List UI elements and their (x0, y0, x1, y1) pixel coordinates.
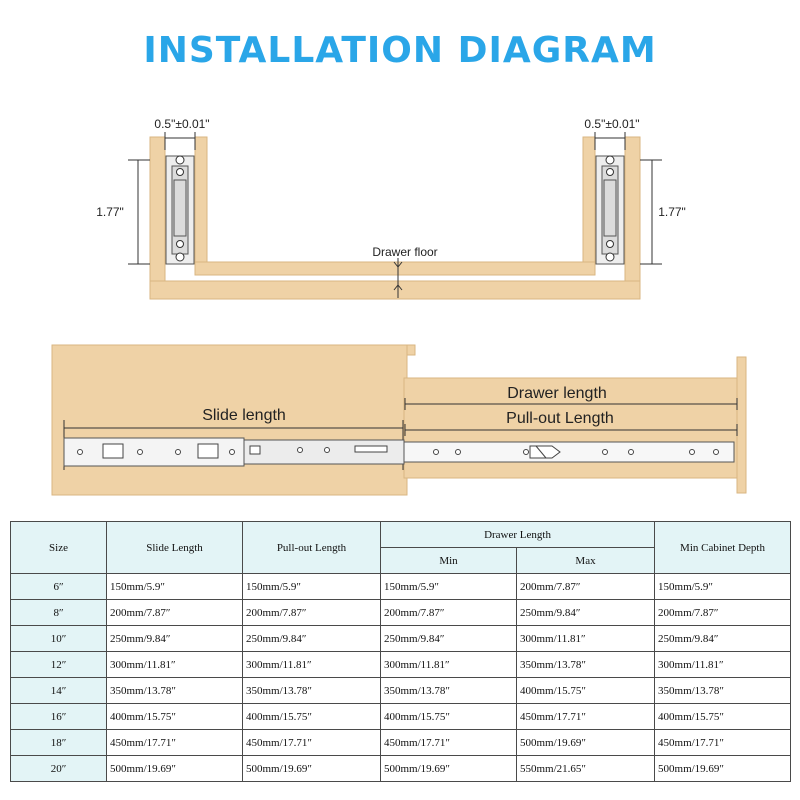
cell-min: 200mm/7.87″ (381, 600, 517, 626)
cell-max: 350mm/13.78″ (517, 652, 655, 678)
cell-pullout: 300mm/11.81″ (243, 652, 381, 678)
specification-table (10, 521, 791, 782)
table-row (11, 756, 791, 782)
cell-slide: 400mm/15.75″ (107, 704, 243, 730)
drawer-length-label: Drawer length (507, 385, 607, 402)
cell-pullout: 450mm/17.71″ (243, 730, 381, 756)
cell-cabinet: 150mm/5.9″ (655, 574, 791, 600)
cell-cabinet: 500mm/19.69″ (655, 756, 791, 782)
gap-dimension-left (165, 132, 195, 150)
cell-pullout: 250mm/9.84″ (243, 626, 381, 652)
cell-pullout: 150mm/5.9″ (243, 574, 381, 600)
right-slide-profile (596, 156, 624, 264)
left-slide-profile (166, 156, 194, 264)
drawer-right-side (583, 137, 595, 275)
cell-min: 250mm/9.84″ (381, 626, 517, 652)
cell-max: 550mm/21.65″ (517, 756, 655, 782)
cell-slide: 150mm/5.9″ (107, 574, 243, 600)
height-label-right: 1.77" (658, 205, 686, 219)
cabinet-right-wall (625, 137, 640, 299)
cell-pullout: 400mm/15.75″ (243, 704, 381, 730)
gap-label-left: 0.5"±0.01" (154, 117, 210, 131)
cabinet-left-wall (150, 137, 165, 299)
cell-min: 400mm/15.75″ (381, 704, 517, 730)
cell-pullout: 350mm/13.78″ (243, 678, 381, 704)
header-min: Min (381, 548, 517, 574)
cell-min: 500mm/19.69″ (381, 756, 517, 782)
cell-size: 16″ (11, 704, 107, 730)
table-row (11, 652, 791, 678)
cell-size: 18″ (11, 730, 107, 756)
cell-min: 350mm/13.78″ (381, 678, 517, 704)
cabinet-top-lip (407, 345, 415, 355)
cell-size: 10″ (11, 626, 107, 652)
cell-size: 6″ (11, 574, 107, 600)
cross-section-view (96, 117, 686, 299)
cell-cabinet: 400mm/15.75″ (655, 704, 791, 730)
cell-cabinet: 200mm/7.87″ (655, 600, 791, 626)
cell-max: 400mm/15.75″ (517, 678, 655, 704)
slide-length-label: Slide length (202, 407, 286, 424)
table-row (11, 600, 791, 626)
table-row (11, 678, 791, 704)
cell-slide: 350mm/13.78″ (107, 678, 243, 704)
cell-max: 500mm/19.69″ (517, 730, 655, 756)
cell-slide: 200mm/7.87″ (107, 600, 243, 626)
cell-size: 20″ (11, 756, 107, 782)
header-pullout-length: Pull-out Length (243, 522, 381, 574)
cell-max: 250mm/9.84″ (517, 600, 655, 626)
cell-max: 300mm/11.81″ (517, 626, 655, 652)
gap-label-right: 0.5"±0.01" (584, 117, 640, 131)
cell-size: 12″ (11, 652, 107, 678)
cell-pullout: 200mm/7.87″ (243, 600, 381, 626)
cell-max: 200mm/7.87″ (517, 574, 655, 600)
spec-table-body (11, 574, 791, 782)
cell-max: 450mm/17.71″ (517, 704, 655, 730)
cabinet-bottom (150, 281, 640, 299)
table-row (11, 704, 791, 730)
cell-cabinet: 350mm/13.78″ (655, 678, 791, 704)
outer-slide-rail (64, 438, 404, 466)
cell-cabinet: 300mm/11.81″ (655, 652, 791, 678)
cell-slide: 250mm/9.84″ (107, 626, 243, 652)
cell-min: 450mm/17.71″ (381, 730, 517, 756)
inner-slide-rail (404, 442, 734, 462)
cell-cabinet: 450mm/17.71″ (655, 730, 791, 756)
header-size: Size (11, 522, 107, 574)
page-title: INSTALLATION DIAGRAM (143, 30, 657, 71)
cell-pullout: 500mm/19.69″ (243, 756, 381, 782)
table-row (11, 730, 791, 756)
cell-slide: 500mm/19.69″ (107, 756, 243, 782)
cell-cabinet: 250mm/9.84″ (655, 626, 791, 652)
table-row (11, 626, 791, 652)
cell-size: 14″ (11, 678, 107, 704)
side-view (52, 345, 746, 495)
table-row (11, 574, 791, 600)
drawer-left-side (195, 137, 207, 275)
cell-slide: 450mm/17.71″ (107, 730, 243, 756)
header-max: Max (517, 548, 655, 574)
gap-dimension-right (595, 132, 625, 150)
header-min-cabinet-depth: Min Cabinet Depth (655, 522, 791, 574)
height-label-left: 1.77" (96, 205, 124, 219)
cell-slide: 300mm/11.81″ (107, 652, 243, 678)
drawer-floor-label: Drawer floor (372, 245, 438, 259)
drawer-front (737, 357, 746, 493)
height-dimension-left (128, 160, 150, 264)
cell-min: 150mm/5.9″ (381, 574, 517, 600)
header-slide-length: Slide Length (107, 522, 243, 574)
cell-min: 300mm/11.81″ (381, 652, 517, 678)
pullout-length-label: Pull-out Length (506, 410, 614, 427)
header-drawer-length: Drawer Length (381, 522, 655, 548)
cell-size: 8″ (11, 600, 107, 626)
